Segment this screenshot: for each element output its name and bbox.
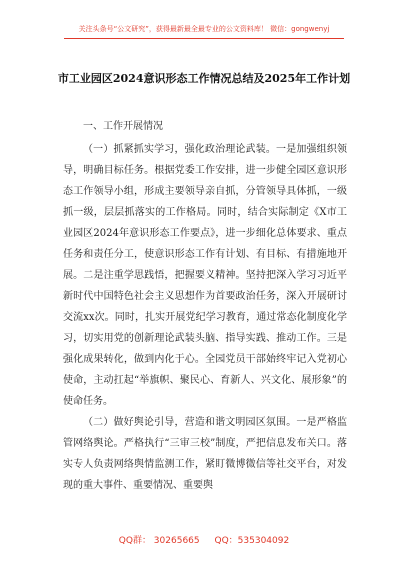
document-body [63, 116, 347, 496]
document-title: 市工业园区2024意识形态工作情况总结及2025年工作计划 [57, 72, 351, 85]
footer-contact [0, 533, 408, 546]
section-heading: 一、工作开展情况 [83, 121, 163, 132]
paragraph-2: （二）做好舆论引导，营造和谐文明园区氛围。一是严格监管网络舆论。严格执行“三审三校”制度，严把信息发布关口。落实专人负责网络舆情监测工作，紧盯微博微信等社交平台，对发现的重大事件、重要情况、重要舆 [63, 417, 347, 491]
header-divider [64, 38, 344, 39]
header-promo-note: 关注头条号“公文研究”，获得最新最全最专业的公文资料库！ 微信：gongwenyj [78, 25, 330, 33]
footer-qq: QQ：535304092 [214, 536, 290, 546]
paragraph-1: （一）抓紧抓实学习，强化政治理论武装。一是加强组织领导，明确目标任务。根据党委工作安排，进一步健全园区意识形态工作领导小组，形成主要领导亲自抓，分管领导具体抓，一级抓一级，层层抓落实的工作格局。同时，结合实际制定《X市工业园区2024年意识形态工作要点》，进一步细化总体要求、重点任务和责任分工，使意识形态工作有计划、有目标、有措施地开展。二是注重学思践悟，把握要义精神。坚持把深入学习习近平新时代中国特色社会主义思想作为首要政治任务，深入开展研讨交流xx次。同时，扎实开展党纪学习教育，通过常态化制度化学习，切实用党的创新理论武装头脑、指导实践、推动工作。三是强化成果转化，做到内化于心。全园党员干部始终牢记入党初心使命，主动扛起“举旗帜、聚民心、育新人、兴文化、展形象”的使命任务。 [63, 144, 347, 407]
footer-qq-group: QQ群： 30265665 [118, 536, 200, 546]
